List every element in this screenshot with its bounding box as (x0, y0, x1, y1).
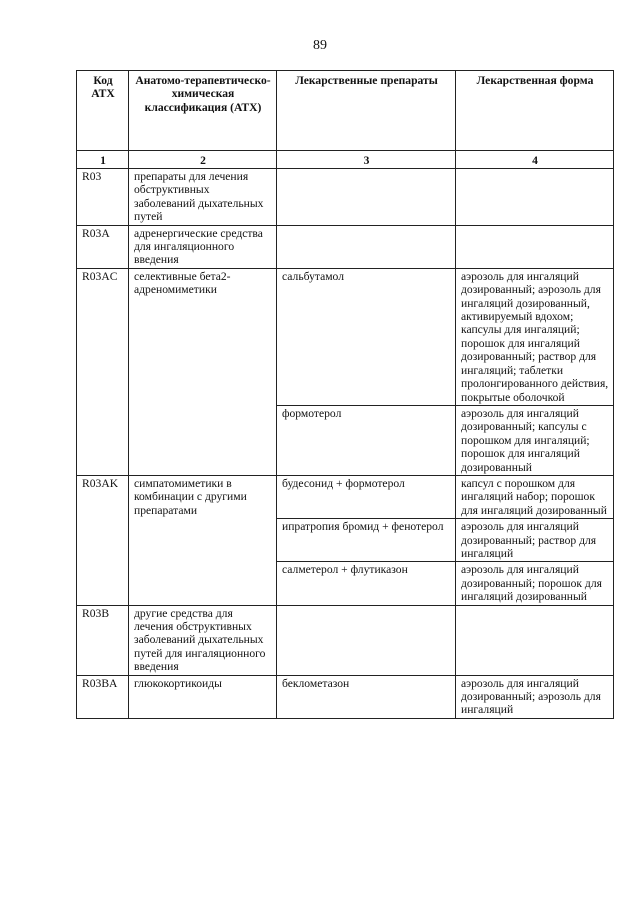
drug-cell: беклометазон (277, 675, 456, 718)
classification-cell: другие средства для лечения обструктивных заболеваний дыхательных путей для ингаляционного введения (129, 605, 277, 675)
dosage-form-cell: аэрозоль для ингаляций дозированный; порошок для ингаляций дозированный (456, 562, 614, 605)
header-drugs: Лекарственные препараты (277, 71, 456, 151)
table-row (77, 169, 614, 226)
drug-cell: ипратропия бромид + фенотерол (277, 519, 456, 562)
dosage-form-cell (456, 169, 614, 226)
atx-code-cell: R03A (77, 225, 129, 268)
column-number: 4 (456, 151, 614, 169)
table-row (77, 675, 614, 718)
atx-drug-table (76, 70, 614, 719)
atx-code-cell: R03 (77, 169, 129, 226)
column-number: 3 (277, 151, 456, 169)
dosage-form-cell: аэрозоль для ингаляций дозированный; аэрозоль для ингаляций (456, 675, 614, 718)
drug-cell (277, 169, 456, 226)
dosage-form-cell: аэрозоль для ингаляций дозированный; аэрозоль для ингаляций дозированный, активируемый вдохом; капсулы для ингаляций; порошок для ингаляций дозированный; раствор для ингаляций; таблетки пролонгированного действия, покрытые оболочкой (456, 268, 614, 405)
atx-code-cell: R03AK (77, 475, 129, 605)
drug-cell: сальбутамол (277, 268, 456, 405)
table-row (77, 605, 614, 675)
drug-cell (277, 605, 456, 675)
header-atx-code: Код АТХ (77, 71, 129, 151)
table-row (77, 225, 614, 268)
atx-code-cell: R03AC (77, 268, 129, 475)
dosage-form-cell: аэрозоль для ингаляций дозированный; раствор для ингаляций (456, 519, 614, 562)
atx-code-cell: R03B (77, 605, 129, 675)
header-dosage-form: Лекарственная форма (456, 71, 614, 151)
table-header-row (77, 71, 614, 151)
drug-cell: будесонид + формотерол (277, 475, 456, 518)
atx-code-cell: R03BA (77, 675, 129, 718)
drug-cell: салметерол + флутиказон (277, 562, 456, 605)
column-number: 1 (77, 151, 129, 169)
column-number: 2 (129, 151, 277, 169)
dosage-form-cell (456, 605, 614, 675)
classification-cell: адренергические средства для ингаляционного введения (129, 225, 277, 268)
page-number: 89 (313, 38, 327, 53)
table-row (77, 268, 614, 405)
dosage-form-cell: капсул с порошком для ингаляций набор; порошок для ингаляций дозированный (456, 475, 614, 518)
classification-cell: симпатомиметики в комбинации с другими препаратами (129, 475, 277, 605)
dosage-form-cell (456, 225, 614, 268)
table-row (77, 475, 614, 518)
drug-cell (277, 225, 456, 268)
dosage-form-cell: аэрозоль для ингаляций дозированный; капсулы с порошком для ингаляций; порошок для ингаляций дозированный (456, 405, 614, 475)
classification-cell: селективные бета2-адреномиметики (129, 268, 277, 475)
classification-cell: препараты для лечения обструктивных заболеваний дыхательных путей (129, 169, 277, 226)
drug-cell: формотерол (277, 405, 456, 475)
classification-cell: глюкокортикоиды (129, 675, 277, 718)
column-number-row (77, 151, 614, 169)
header-atx-classification: Анатомо-терапевтическо-химическая классификация (АТХ) (129, 71, 277, 151)
